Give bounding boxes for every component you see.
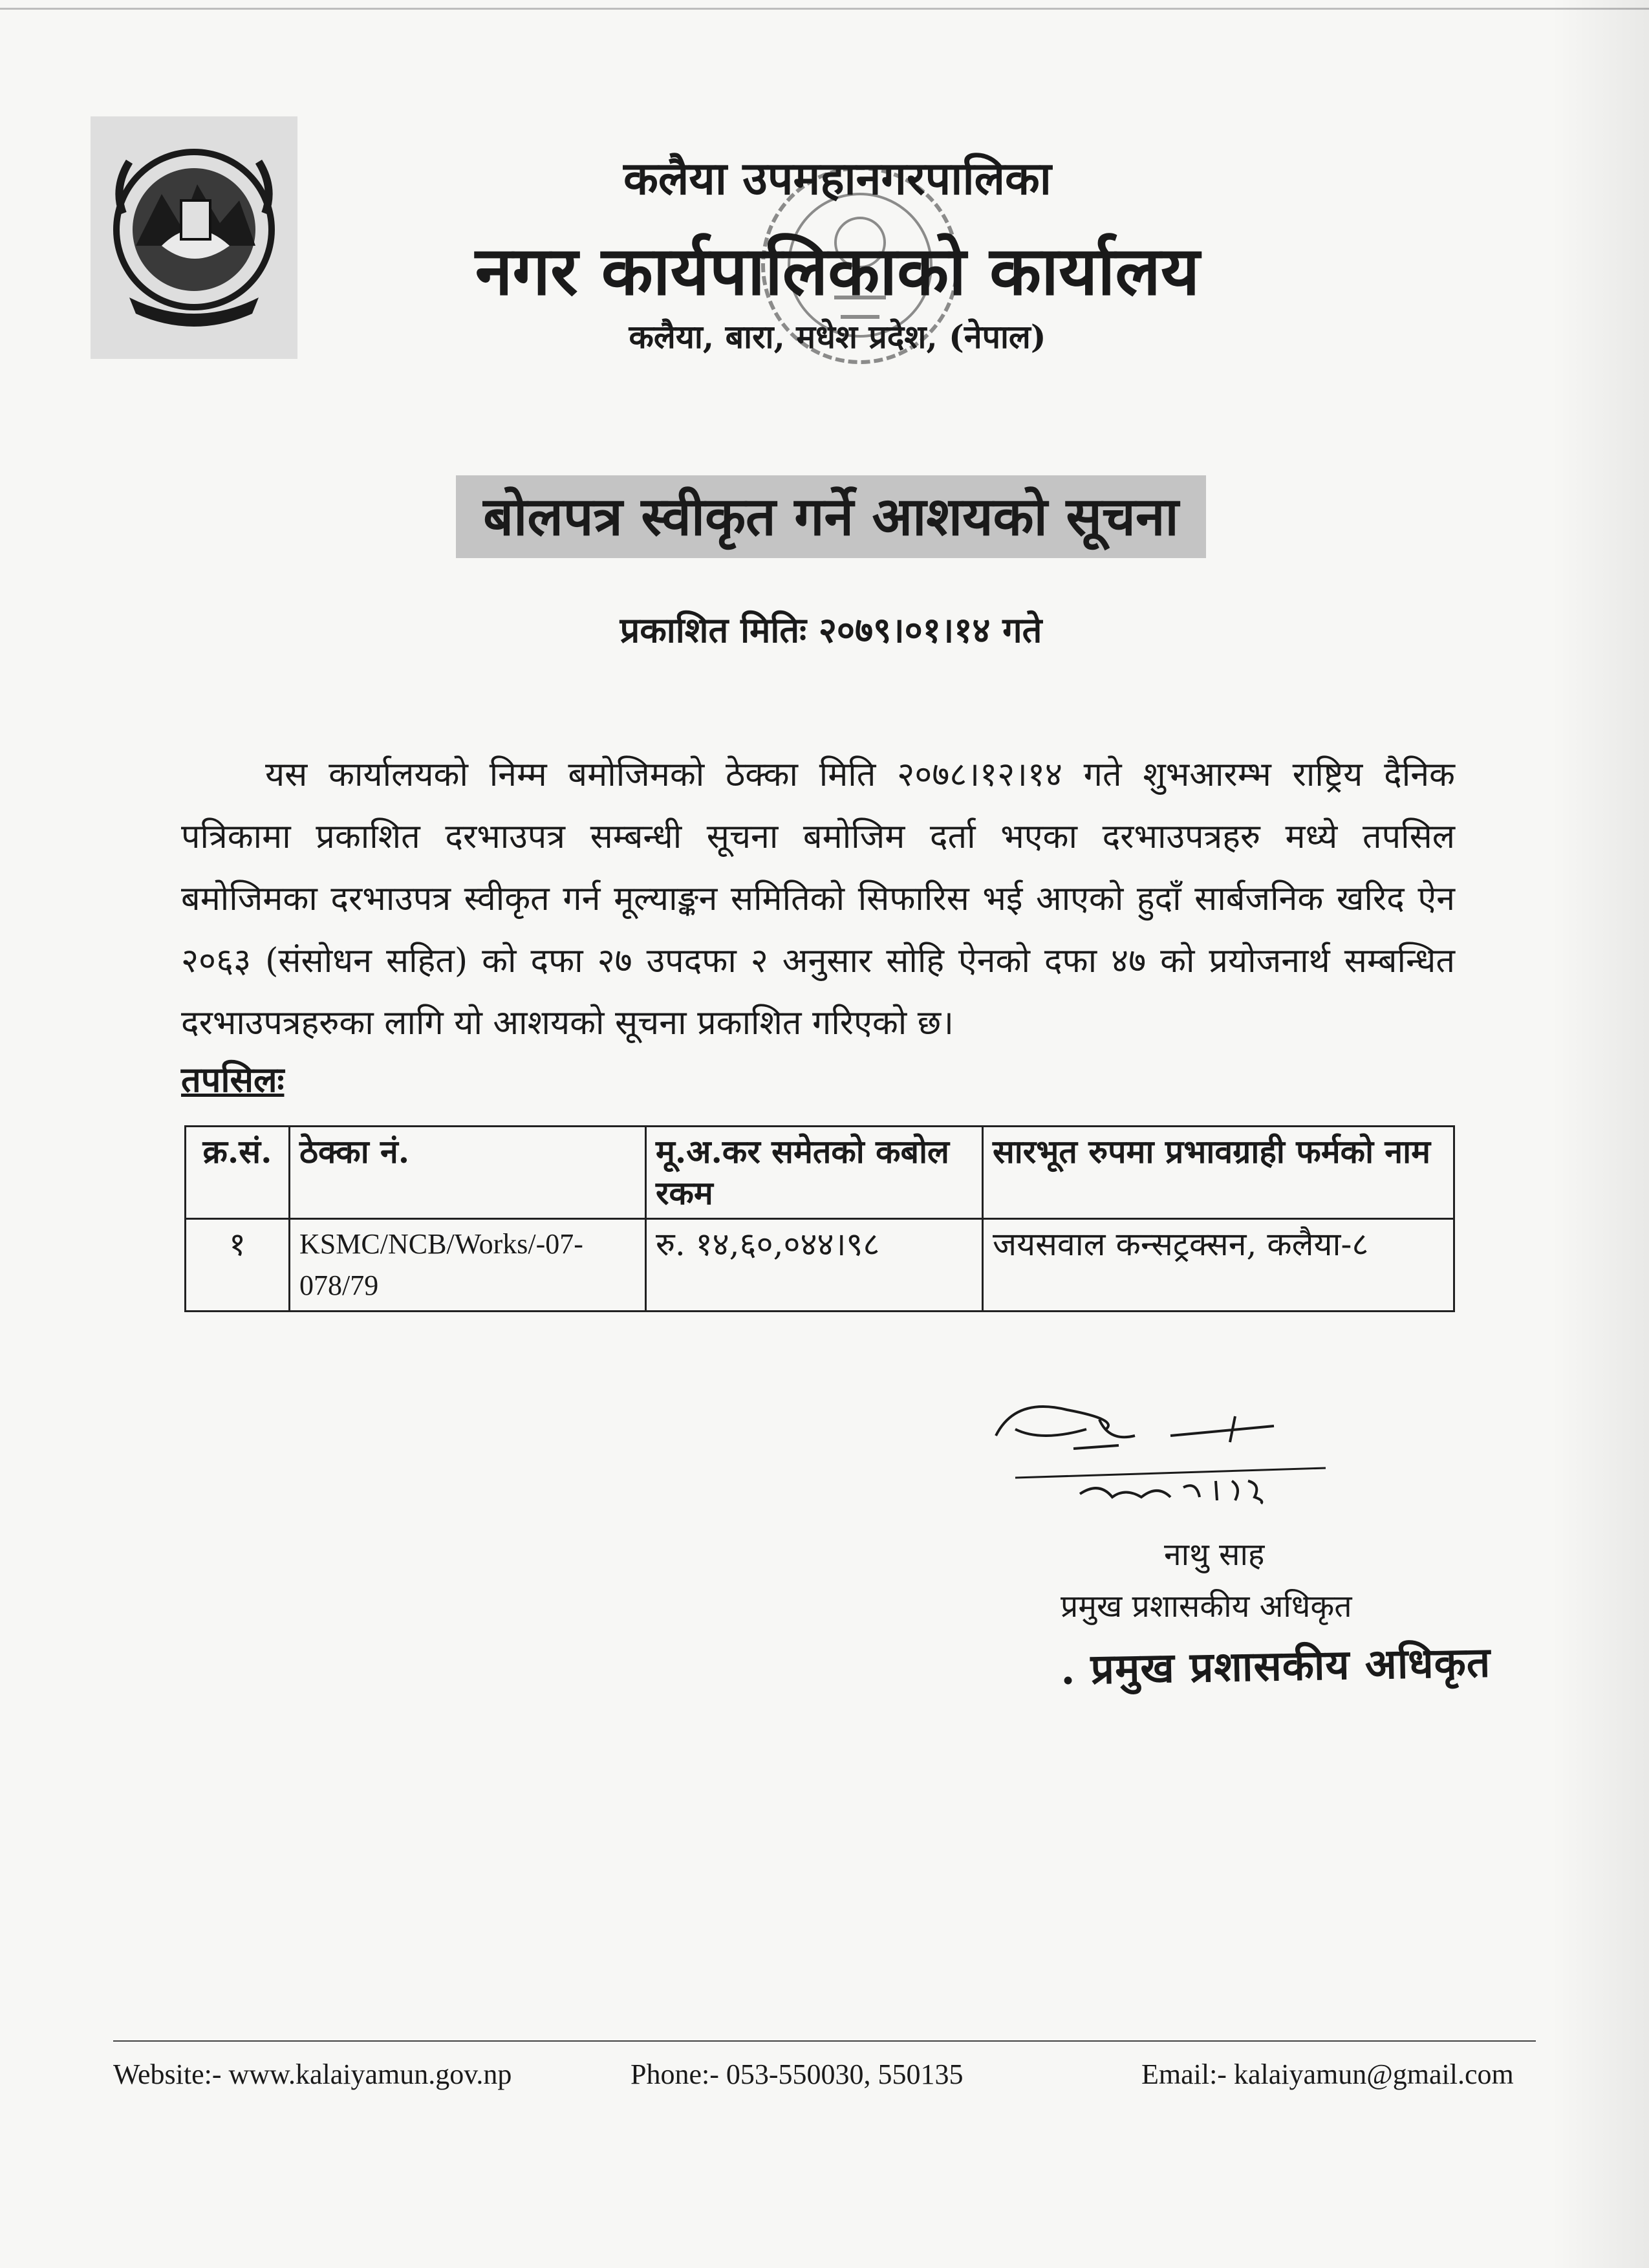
tender-table (184, 1125, 1455, 1312)
office-address: कलैया, बारा, मधेश प्रदेश, (नेपाल) (629, 318, 1046, 356)
details-label: तपसिलः (181, 1059, 285, 1100)
published-date: प्रकाशित मितिः २०७९।०१।१४ गते (620, 609, 1042, 651)
cell-firm-name: जयसवाल कन्सट्रक्सन, कलैया-८ (983, 1219, 1454, 1312)
column-header-contract-no: ठेक्का नं. (290, 1127, 646, 1219)
cell-serial: १ (186, 1219, 290, 1312)
column-header-serial: क्र.सं. (186, 1127, 290, 1219)
column-header-firm-name: सारभूत रुपमा प्रभावग्राही फर्मको नाम (983, 1127, 1454, 1219)
footer-website: Website:- www.kalaiyamun.gov.np (113, 2058, 512, 2090)
office-name: नगर कार्यपालिकाको कार्यालय (475, 231, 1200, 310)
notice-title: बोलपत्र स्वीकृत गर्ने आशयको सूचना (456, 475, 1206, 558)
designation-stamp: . प्रमुख प्रशासकीय अधिकृत (1060, 1638, 1491, 1694)
org-name: कलैया उपमहानगरपालिका (623, 151, 1051, 205)
cell-contract-no: KSMC/NCB/Works/-07-078/79 (290, 1219, 646, 1312)
table-header-row (186, 1127, 1454, 1219)
scan-top-edge (0, 8, 1649, 10)
footer-email: Email:- kalaiyamun@gmail.com (1141, 2058, 1514, 2090)
table-row (186, 1219, 1454, 1312)
cell-bid-amount: रु. १४,६०,०४४।९८ (646, 1219, 983, 1312)
column-header-bid-amount: मू.अ.कर समेतको कबोल रकम (646, 1127, 983, 1219)
notice-body: यस कार्यालयको निम्म बमोजिमको ठेक्का मिति २०७८।१२।१४ गते शुभआरम्भ राष्ट्रिय दैनिक पत्रिकामा प्रकाशित दरभाउपत्र सम्बन्धी सूचना बमोजिम दर्ता भएका दरभाउपत्रहरु मध्ये तपसिल बमोजिमका दरभाउपत्र स्वीकृत गर्न मूल्याङ्कन समितिको सिफारिस भई आएको हुदाँ सार्बजनिक खरिद ऐन २०६३ (संसोधन सहित) को दफा २७ उपदफा २ अनुसार सोहि ऐनको दफा ४७ को प्रयोजनार्थ सम्बन्धित दरभाउपत्रहरुका लागि यो आशयको सूचना प्रकाशित गरिएको छ। (181, 755, 1455, 1042)
footer-divider (113, 2040, 1536, 2042)
signatory-name: नाथु साह (1164, 1537, 1265, 1573)
handwritten-signature (976, 1390, 1339, 1552)
signatory-title: प्रमुख प्रशासकीय अधिकृत (1061, 1588, 1352, 1625)
footer-phone: Phone:- 053-550030, 550135 (630, 2058, 964, 2090)
